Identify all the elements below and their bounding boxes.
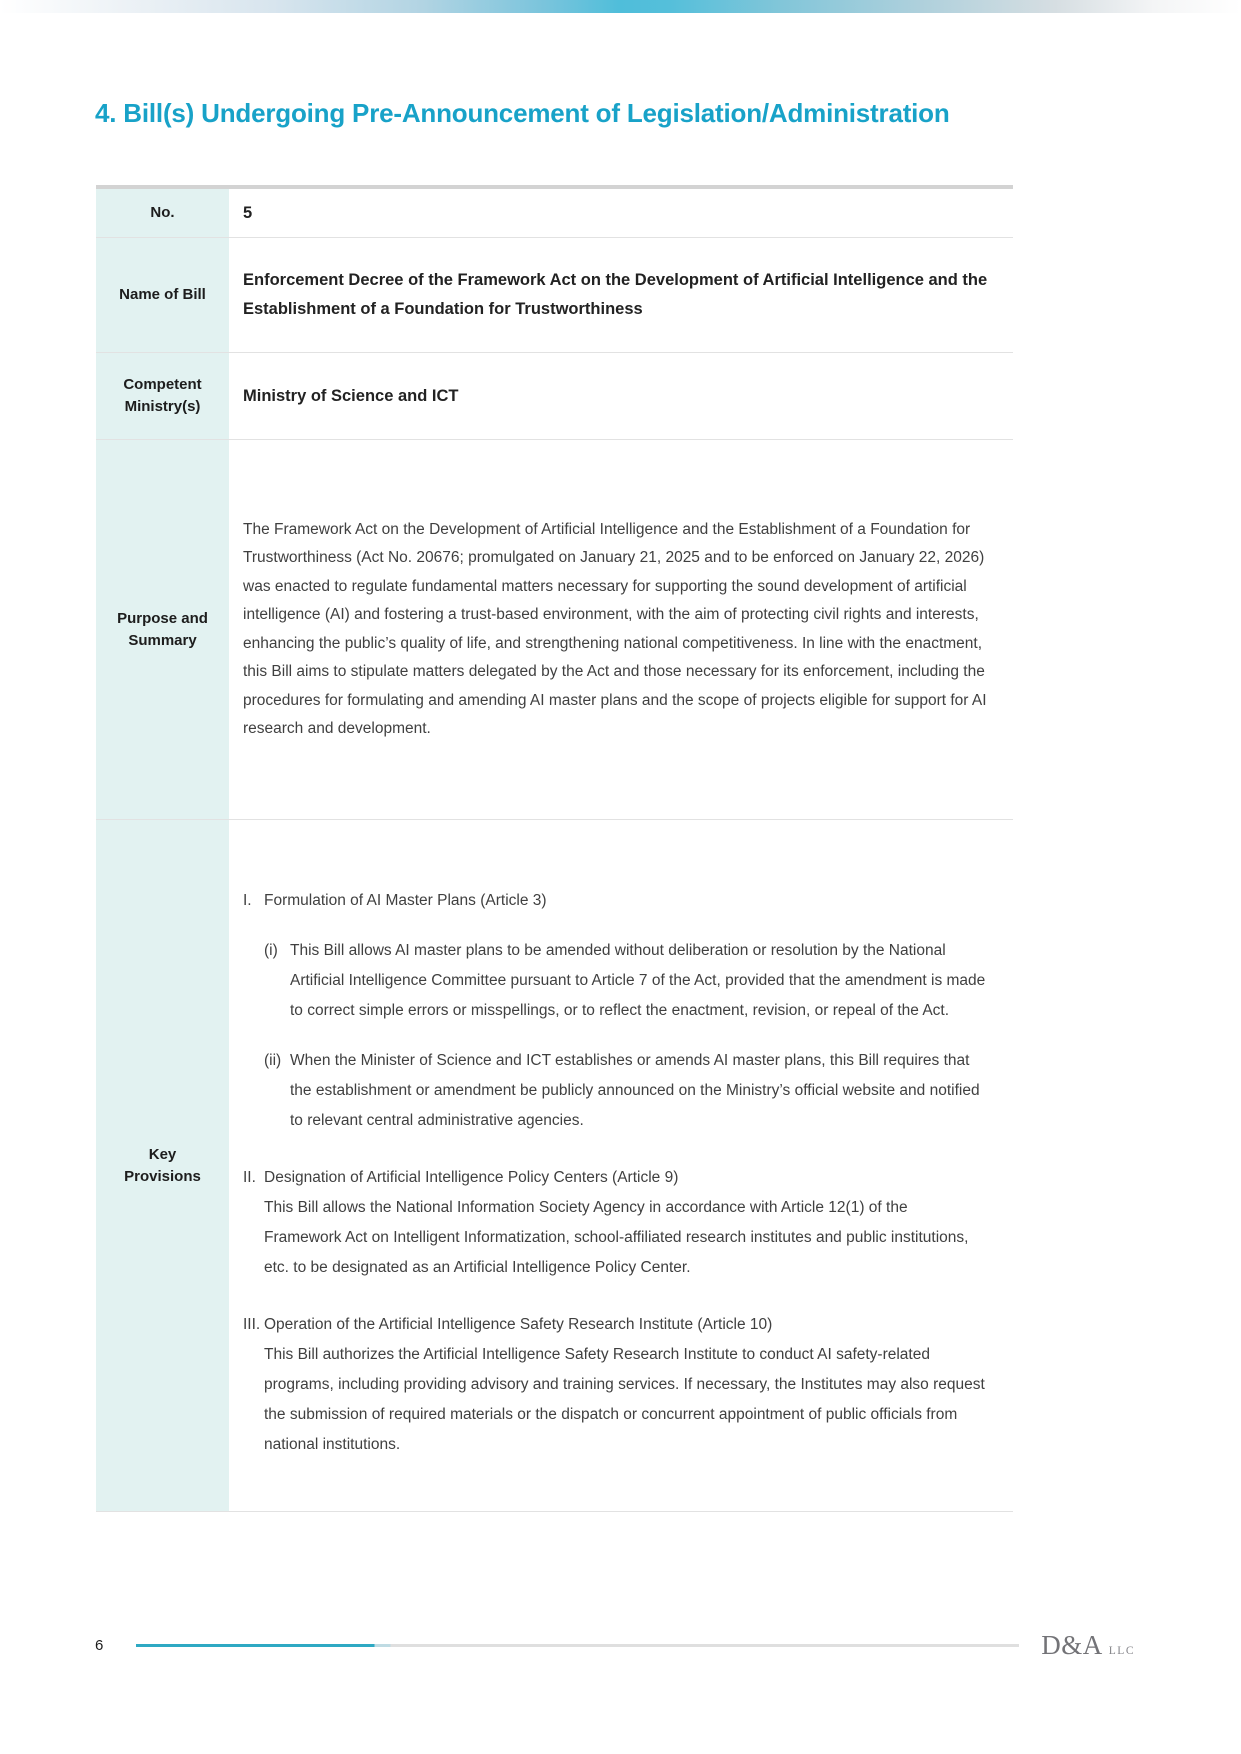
row-value-ministry: Ministry of Science and ICT <box>243 386 459 405</box>
kp-item-2-body: This Bill allows the National Information Society Agency in accordance with Article 12(1) of the Framework Act on Intelligent Informatization, school-affiliated research institutes and public institutions, etc. to be designated as an Artificial Intelligence Policy Center. <box>264 1199 969 1276</box>
kp-item-1-sub-1-marker: (i) <box>264 942 278 959</box>
kp-item-3-title: Operation of the Artificial Intelligence Safety Research Institute (Article 10) <box>264 1316 773 1333</box>
kp-item-1-sub-2: (ii) When the Minister of Science and ICT establishes or amends AI master plans, this Bill requires that the establishment or amendment be publicly announced on the Ministry’s official website and notified to relevant central administrative agencies. <box>264 1046 989 1136</box>
kp-item-1-title: I. Formulation of AI Master Plans (Article 3) <box>243 886 989 916</box>
company-logo <box>1041 1630 1135 1661</box>
bill-table <box>96 185 1013 1512</box>
table-row-key-provisions <box>96 819 1013 1511</box>
row-label-bill-name: Name of Bill <box>96 238 229 352</box>
page-title: 4. Bill(s) Undergoing Pre-Announcement of Legislation/Administration <box>95 98 950 128</box>
key-provisions-list <box>243 886 989 1460</box>
row-label-ministry: Competent Ministry(s) <box>96 353 229 439</box>
table-row-no <box>96 189 1013 237</box>
page-footer <box>95 1630 1135 1661</box>
row-label-no: No. <box>96 189 229 237</box>
kp-item-2-marker: II. <box>243 1169 256 1186</box>
table-row-purpose <box>96 439 1013 819</box>
purpose-summary-text: The Framework Act on the Development of Artificial Intelligence and the Establishment of a Foundation for Trustworthiness (Act No. 20676; promulgated on January 21, 2025 and to be enforced on January 22, 2026) was enacted to regulate fundamental matters necessary for supporting the sound development of artificial intelligence (AI) and fostering a trust-based environment, with the aim of protecting civil rights and interests, enhancing the public’s quality of life, and strengthening national competitiveness. In line with the enactment, this Bill aims to stipulate matters delegated by the Act and those necessary for its enforcement, including the procedures for formulating and amending AI master plans and the scope of projects eligible for support for AI research and development. <box>243 520 987 737</box>
kp-item-2 <box>243 1163 989 1283</box>
table-row-bill-name <box>96 237 1013 352</box>
kp-item-3 <box>243 1310 989 1460</box>
kp-item-1-marker: I. <box>243 892 252 909</box>
row-label-key-provisions: Key Provisions <box>96 820 229 1511</box>
row-value-no: 5 <box>243 203 253 222</box>
company-logo-main: D&A <box>1041 1630 1103 1660</box>
bill-name-text: Enforcement Decree of the Framework Act on the Development of Artificial Intelligence and the Establishment of a Foundation for Trustworthiness <box>243 271 988 318</box>
kp-item-1-sub-1: (i) This Bill allows AI master plans to be amended without deliberation or resolution by the National Artificial Intelligence Committee pursuant to Article 7 of the Act, provided that the amendment is made to correct simple errors or misspellings, or to reflect the enactment, revision, or repeal of the Act. <box>264 936 989 1026</box>
kp-item-3-marker: III. <box>243 1316 261 1333</box>
row-label-purpose: Purpose and Summary <box>96 440 229 819</box>
kp-item-1-sub-2-marker: (ii) <box>264 1052 282 1069</box>
company-logo-suffix: LLC <box>1108 1645 1135 1657</box>
top-gradient-bar <box>0 0 1241 13</box>
kp-item-3-body: This Bill authorizes the Artificial Intelligence Safety Research Institute to conduct AI safety-related programs, including providing advisory and training services. If necessary, the Institutes may also request the submission of required materials or the dispatch or concurrent appointment of public officials from national institutions. <box>264 1346 985 1453</box>
footer-divider-line <box>136 1644 1019 1647</box>
row-value-bill-name <box>229 238 1013 352</box>
kp-item-2-title: Designation of Artificial Intelligence Policy Centers (Article 9) <box>264 1169 679 1186</box>
row-value-key-provisions <box>229 820 1013 1511</box>
row-value-purpose <box>229 440 1013 819</box>
page-number: 6 <box>95 1637 104 1654</box>
table-row-ministry <box>96 352 1013 439</box>
